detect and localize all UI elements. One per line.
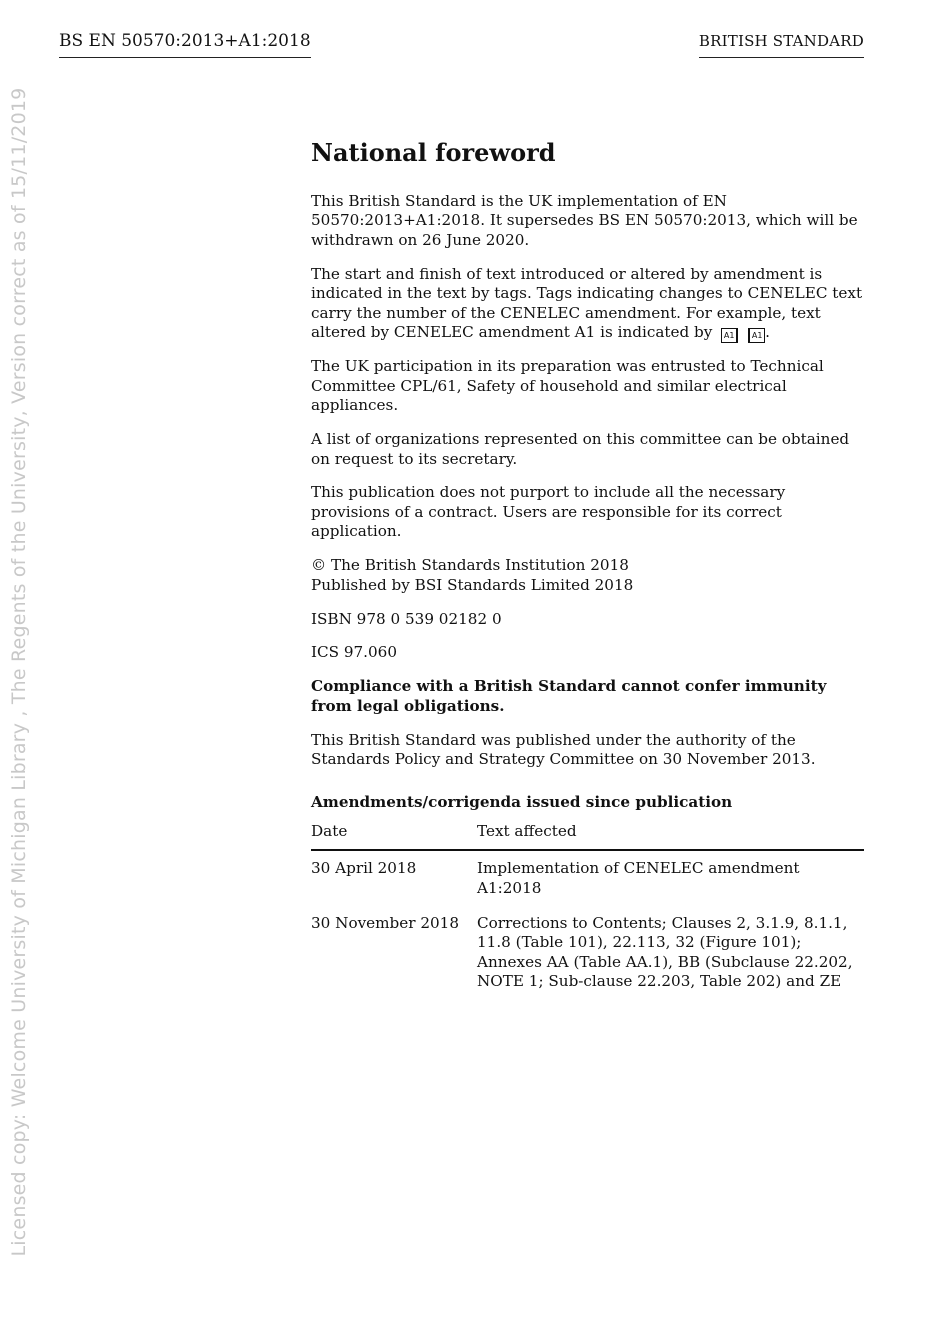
published-line: Published by BSI Standards Limited 2018 [311, 575, 634, 594]
row-text-affected: Implementation of CENELEC amendment A1:2018 [477, 859, 800, 897]
authority-paragraph: This British Standard was published under the authority of the Standards Policy and Strategy Committee on 30 November 2013. [311, 730, 816, 769]
column-header-date: Date [311, 820, 477, 850]
table-row [311, 906, 864, 1000]
document-type-label: BRITISH STANDARD [699, 31, 864, 58]
row-date: 30 November 2018 [311, 914, 460, 933]
ics: ICS 97.060 [311, 643, 397, 662]
isbn: ISBN 978 0 539 02182 0 [311, 609, 502, 628]
amendments-heading: Amendments/corrigenda issued since publication [311, 793, 733, 812]
amendment-tags-paragraph [311, 265, 866, 343]
amendment-tags-end: . [765, 322, 770, 341]
page-title: National foreword [311, 138, 556, 167]
license-watermark: Licensed copy: Welcome University of Michigan Library , The Regents of the University, Version correct as of 15/11/2019 [8, 87, 30, 1257]
compliance-notice: Compliance with a British Standard cannot confer immunity from legal obligations. [311, 677, 827, 715]
contract-paragraph: This publication does not purport to include all the necessary provisions of a contract. Users are responsible for its correct application. [311, 483, 786, 541]
amendment-close-tag-icon: A1 [748, 328, 765, 343]
row-date: 30 April 2018 [311, 859, 417, 878]
amendments-header-row [311, 820, 864, 850]
copyright-line: © The British Standards Institution 2018 [311, 556, 629, 575]
document-id: BS EN 50570:2013+A1:2018 [59, 31, 311, 58]
amendment-tags-text: The start and finish of text introduced or altered by amendment is indicated in the text by tags. Tags indicating changes to CENELEC text carry the number of the CENELEC amendment. For example, text altered by CENELEC amendment A1 is indicated by [311, 264, 863, 341]
implementation-paragraph: This British Standard is the UK implementation of EN 50570:2013+A1:2018. It supersedes BS EN 50570:2013, which will be withdrawn on 26 June 2020. [311, 192, 858, 249]
row-text-affected: Corrections to Contents; Clauses 2, 3.1.9, 8.1.1, 11.8 (Table 101), 22.113, 32 (Figure 101); Annexes AA (Table AA.1), BB (Subclause 22.202, NOTE 1; Sub-clause 22.203, Table 202) and ZE [477, 914, 853, 991]
amendment-open-tag-icon: A1 [721, 328, 738, 343]
foreword-body [311, 138, 866, 1000]
amendments-table [311, 820, 864, 1000]
organizations-paragraph: A list of organizations represented on this committee can be obtained on request to its secretary. [311, 430, 850, 468]
copyright-block [311, 556, 866, 595]
column-header-text-affected: Text affected [477, 820, 864, 850]
table-row [311, 850, 864, 906]
committee-paragraph: The UK participation in its preparation was entrusted to Technical Committee CPL/61, Safety of household and similar electrical appliances. [311, 357, 824, 415]
